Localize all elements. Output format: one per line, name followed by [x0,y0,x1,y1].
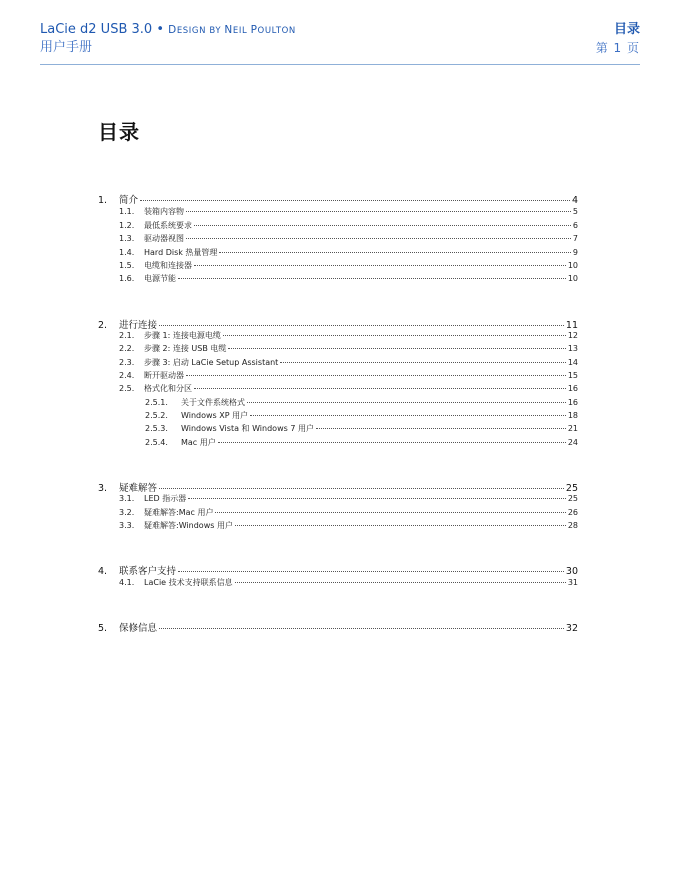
toc-label: 电源节能 [144,274,176,283]
design-credit [168,26,296,36]
toc-number: 2.3. [119,358,135,367]
toc-entry-level-1[interactable] [98,620,578,634]
toc-leader-dots [159,628,564,629]
toc-label: 电缆和连接器 [144,261,192,270]
page-number: 第 1 页 [595,41,640,55]
toc-entry-level-3[interactable] [145,410,578,421]
toc-number: 2.5.1. [145,398,168,407]
toc-page-number: 10 [567,274,578,283]
toc-page-number: 7 [572,234,578,243]
toc-entry-level-2[interactable] [119,507,578,518]
toc-number: 3. [98,483,108,494]
header-section-title: 目录 [613,22,640,37]
toc-leader-dots [235,525,566,526]
toc-page-number: 11 [565,320,578,331]
toc-entry-level-3[interactable] [145,397,578,408]
toc-number: 3.1. [119,494,135,503]
brand-separator: • [156,22,164,37]
toc-page-number: 10 [567,261,578,270]
toc-page-number: 26 [567,508,578,517]
toc-page-number: 31 [567,578,578,587]
toc-label: 最低系统要求 [144,221,192,230]
toc-label: 进行连接 [119,320,158,331]
toc-leader-dots [223,335,566,336]
toc-label: Windows Vista 和 Windows 7 用户 [181,424,314,433]
toc-page-number: 25 [567,494,578,503]
toc-entry-level-1[interactable] [98,192,578,206]
toc-entry-level-2[interactable] [119,206,578,217]
toc-label: 格式化和分区 [144,384,192,393]
toc-leader-dots [186,238,571,239]
toc-entry-level-2[interactable] [119,520,578,531]
toc-label: 关于文件系统格式 [181,398,245,407]
toc-number: 1.3. [119,234,135,243]
toc-entry-level-3[interactable] [145,437,578,448]
toc-number: 1.4. [119,248,135,257]
toc-leader-dots [159,325,564,326]
toc-label: 步骤 3: 启动 LaCie Setup Assistant [144,358,279,367]
toc-entry-level-2[interactable] [119,220,578,231]
toc-number: 1.2. [119,221,135,230]
toc-leader-dots [280,362,565,363]
toc-entry-level-2[interactable] [119,383,578,394]
toc-label: 步骤 2: 连接 USB 电缆 [144,344,227,353]
toc-leader-dots [159,488,564,489]
toc-entry-level-2[interactable] [119,273,578,284]
toc-entry-level-2[interactable] [119,370,578,381]
toc-page-number: 24 [567,438,578,447]
toc-number: 4.1. [119,578,135,587]
toc-number: 5. [98,623,108,634]
toc-label: 疑难解答:Windows 用户 [144,521,233,530]
toc-leader-dots [194,265,566,266]
toc-page-number: 5 [572,207,578,216]
toc-number: 3.3. [119,521,135,530]
toc-label: 疑难解答 [119,483,158,494]
toc-label: Windows XP 用户 [181,411,249,420]
toc-number: 2. [98,320,108,331]
toc-page-number: 25 [565,483,578,494]
toc-entry-level-2[interactable] [119,577,578,588]
toc-page-number: 30 [565,566,578,577]
toc-leader-dots [194,225,571,226]
toc-leader-dots [235,582,566,583]
toc-number: 1.1. [119,207,135,216]
toc-leader-dots [188,498,566,499]
credit-part: EIL [232,26,251,36]
toc-leader-dots [247,402,566,403]
toc-page-number: 18 [567,411,578,420]
header-brand-group [40,22,296,39]
toc-number: 2.5.2. [145,411,168,420]
toc-label: 驱动器视图 [144,234,184,243]
toc-number: 2.1. [119,331,135,340]
toc-page-number: 28 [567,521,578,530]
toc-number: 2.2. [119,344,135,353]
toc-entry-level-2[interactable] [119,233,578,244]
toc-entry-level-2[interactable] [119,247,578,258]
toc-entry-level-2[interactable] [119,343,578,354]
toc-number: 2.5.3. [145,424,168,433]
toc-entry-level-3[interactable] [145,423,578,434]
credit-part: OULTON [257,26,296,36]
toc-label: Mac 用户 [181,438,216,447]
toc-label: 断开驱动器 [144,371,184,380]
toc-leader-dots [219,252,570,253]
manual-label: 用户手册 [40,40,93,55]
toc-leader-dots [250,415,566,416]
toc-label: 联系客户支持 [119,566,177,577]
toc-leader-dots [194,388,566,389]
credit-part: N [224,24,233,36]
toc-leader-dots [215,512,565,513]
page-header [40,22,640,65]
toc-page-number: 32 [565,623,578,634]
toc-label: Hard Disk 热量管理 [144,248,218,257]
toc-label: 疑难解答:Mac 用户 [144,508,214,517]
toc-page-number: 12 [567,331,578,340]
toc-entry-level-2[interactable] [119,330,578,341]
toc-leader-dots [178,571,564,572]
brand-name: LaCie d2 USB 3.0 [40,22,153,37]
toc-number: 2.5.4. [145,438,168,447]
toc-label: 装箱内容物 [144,207,184,216]
toc-leader-dots [228,348,565,349]
toc-entry-level-1[interactable] [98,480,578,494]
toc-entry-level-1[interactable] [98,317,578,331]
toc-number: 1.5. [119,261,135,270]
toc-number: 3.2. [119,508,135,517]
toc-page-number: 16 [567,384,578,393]
toc-page-number: 4 [571,195,578,206]
toc-number: 2.5. [119,384,135,393]
toc-page-number: 14 [567,358,578,367]
toc-leader-dots [186,375,566,376]
toc-leader-dots [218,442,566,443]
toc-entry-level-2[interactable] [119,357,578,368]
toc-number: 4. [98,566,108,577]
toc-page-number: 13 [567,344,578,353]
toc-number: 2.4. [119,371,135,380]
toc-label: 简介 [119,195,139,206]
toc-leader-dots [178,278,566,279]
document-title: 目录 [98,120,140,144]
credit-part: ESIGN BY [176,26,225,36]
credit-part: D [168,24,177,36]
toc-page-number: 21 [567,424,578,433]
toc-entry-level-1[interactable] [98,563,578,577]
toc-page-number: 15 [567,371,578,380]
toc-leader-dots [140,200,570,201]
toc-page-number: 16 [567,398,578,407]
toc-leader-dots [316,428,566,429]
toc-number: 1. [98,195,108,206]
toc-page-number: 9 [572,248,578,257]
toc-number: 1.6. [119,274,135,283]
credit-part: P [250,24,258,36]
toc-label: 步骤 1: 连接电源电缆 [144,331,221,340]
toc-label: LaCie 技术支持联系信息 [144,578,233,587]
toc-entry-level-2[interactable] [119,493,578,504]
toc-label: 保修信息 [119,623,158,634]
toc-page-number: 6 [572,221,578,230]
toc-label: LED 指示器 [144,494,187,503]
toc-leader-dots [186,211,571,212]
toc-entry-level-2[interactable] [119,260,578,271]
